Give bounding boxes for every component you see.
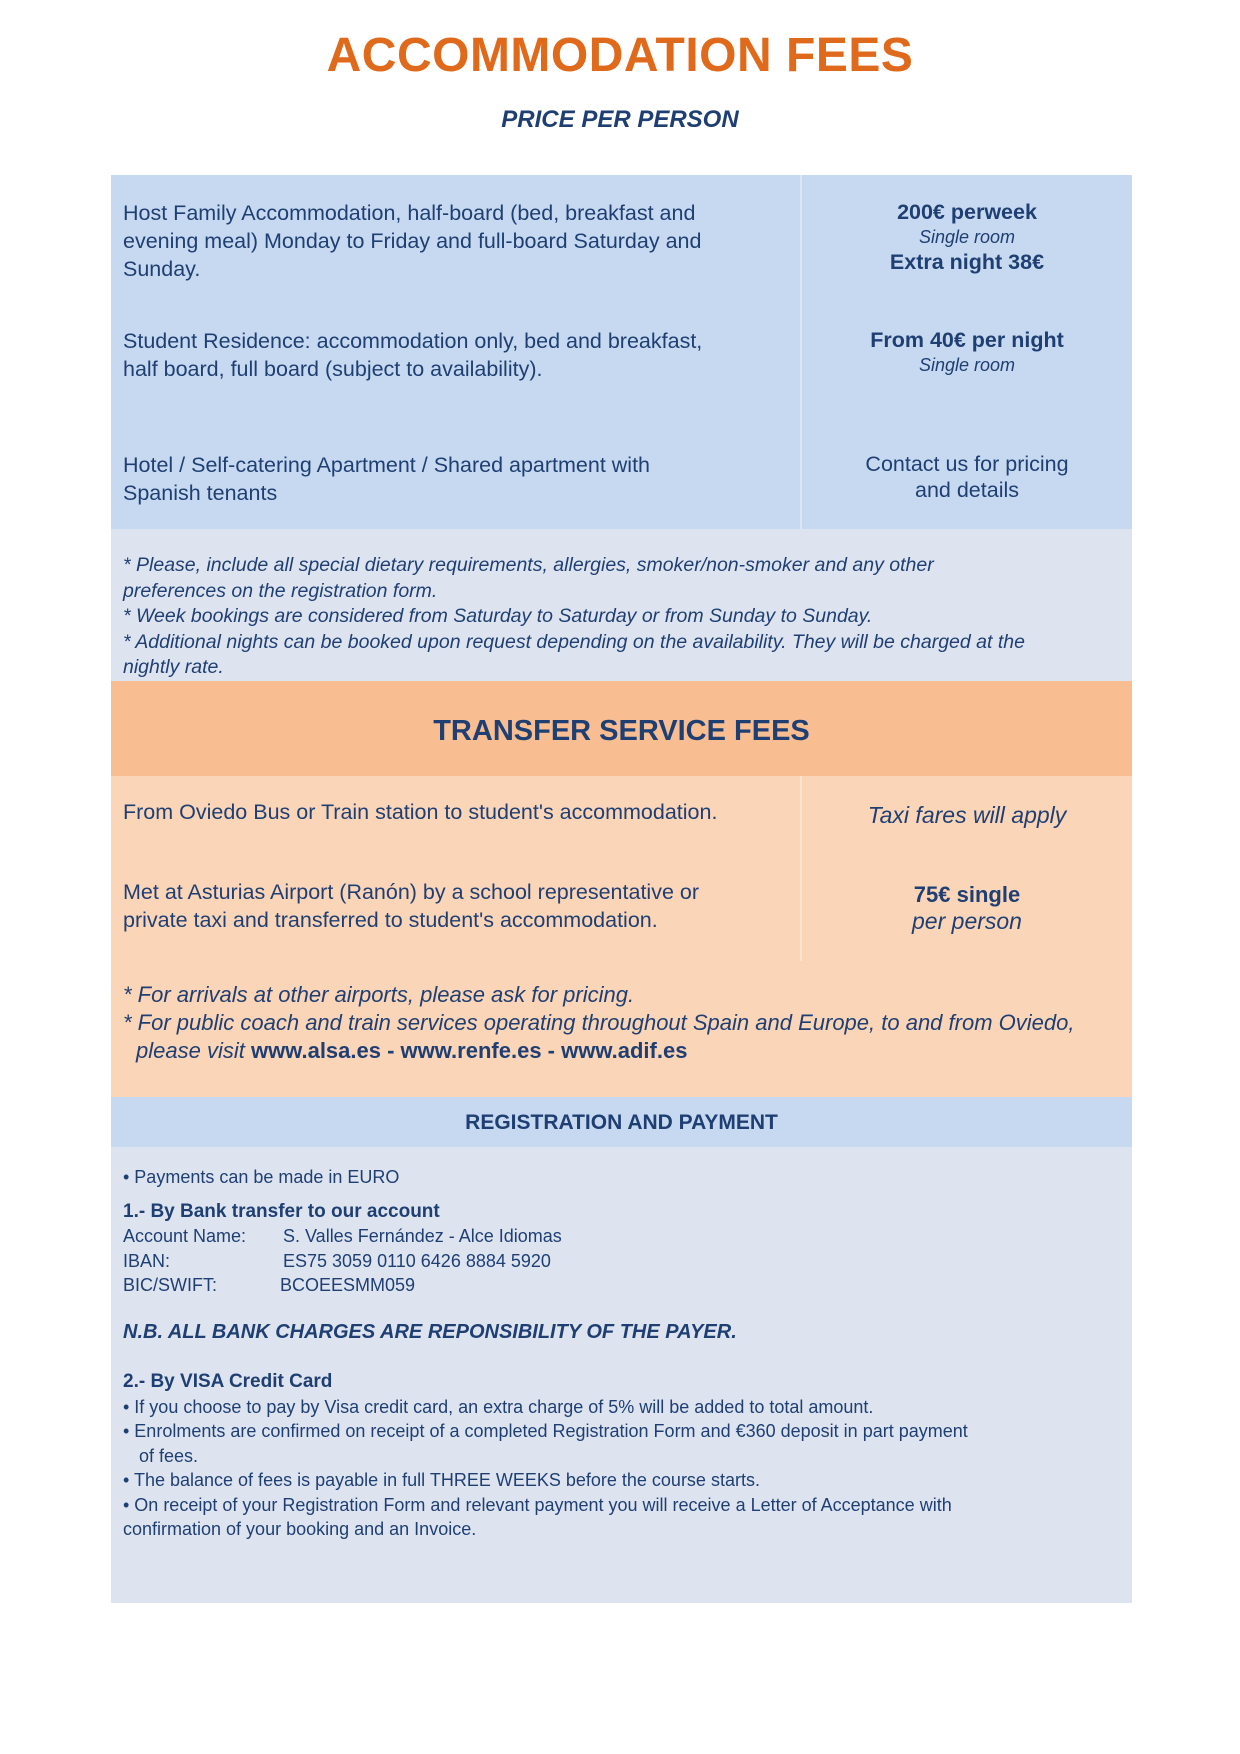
account-name-row: Account Name: S. Valles Fernández - Alce Idiomas: [123, 1226, 562, 1246]
transfer-table: [111, 776, 1132, 961]
visa-bullet-balance: • The balance of fees is payable in full THREE WEEKS before the course starts.: [123, 1470, 760, 1490]
visa-bullet-surcharge: • If you choose to pay by Visa credit card, an extra charge of 5% will be added to total amount.: [123, 1396, 874, 1417]
host-family-price: 200€ perweek Single room Extra night 38€: [889, 200, 1045, 274]
hotel-apartment-description: Hotel / Self-catering Apartment / Shared apartment with Spanish tenants: [123, 453, 651, 505]
page-title: ACCOMMODATION FEES: [326, 29, 914, 82]
host-family-description: Host Family Accommodation, half-board (bed, breakfast and evening meal) Monday to Friday and full-board Saturday and Sunday.: [123, 201, 702, 281]
transfer-title: TRANSFER SERVICE FEES: [433, 715, 810, 747]
oviedo-station-description: From Oviedo Bus or Train station to student's accommodation.: [123, 800, 718, 824]
student-residence-description: Student Residence: accommodation only, bed and breakfast, half board, full board (subject to availability).: [123, 329, 703, 381]
oviedo-station-price: Taxi fares will apply: [867, 802, 1067, 828]
registration-section-header: [111, 1097, 1132, 1147]
transfer-section-header: [111, 681, 1132, 776]
visa-bullet-acceptance: • On receipt of your Registration Form and relevant payment you will receive a Letter of Acceptance with confirmation of your booking and an Invoice.: [123, 1494, 952, 1539]
bank-transfer-heading: 1.- By Bank transfer to our account: [123, 1200, 440, 1222]
bank-charges-warning: N.B. ALL BANK CHARGES ARE REPONSIBILITY OF THE PAYER.: [123, 1320, 737, 1343]
currency-note: • Payments can be made in EURO: [123, 1167, 400, 1187]
airport-transfer-price: 75€ single per person: [912, 882, 1022, 934]
iban-row: IBAN: ES75 3059 0110 6426 8884 5920: [123, 1250, 551, 1271]
registration-title: REGISTRATION AND PAYMENT: [465, 1111, 778, 1134]
accommodation-table: [111, 175, 1132, 529]
visa-heading: 2.- By VISA Credit Card: [123, 1371, 333, 1392]
accommodation-notes: * Please, include all special dietary requirements, allergies, smoker/non-smoker and any other preferences on the registration form. * Week bookings are considered from Saturday to Saturday or from Sunday to Sunday. * Additional nights can be booked upon request depending on the availability. They will be charged at the nightly rate.: [111, 529, 1132, 681]
student-residence-price: From 40€ per night Single room: [870, 328, 1064, 375]
airport-transfer-description: Met at Asturias Airport (Ranón) by a school representative or private taxi and transferred to student's accommodation.: [123, 880, 699, 932]
visa-bullet-enrolment: • Enrolments are confirmed on receipt of a completed Registration Form and €360 deposit in part payment of fees.: [123, 1421, 968, 1466]
bic-row: BIC/SWIFT: BCOEESMM059: [123, 1275, 416, 1295]
transfer-notes: * For arrivals at other airports, please ask for pricing. * For public coach and train services operating throughout Spain and Europe, to and from Oviedo, please visit www.alsa.es - www.renfe.es - www.adif.es: [111, 961, 1132, 1097]
transport-links[interactable]: www.alsa.es - www.renfe.es - www.adif.es: [250, 1038, 688, 1063]
page-subtitle: PRICE PER PERSON: [501, 106, 739, 133]
registration-body: [111, 1147, 1132, 1603]
hotel-apartment-price: Contact us for pricing and details: [865, 452, 1069, 502]
